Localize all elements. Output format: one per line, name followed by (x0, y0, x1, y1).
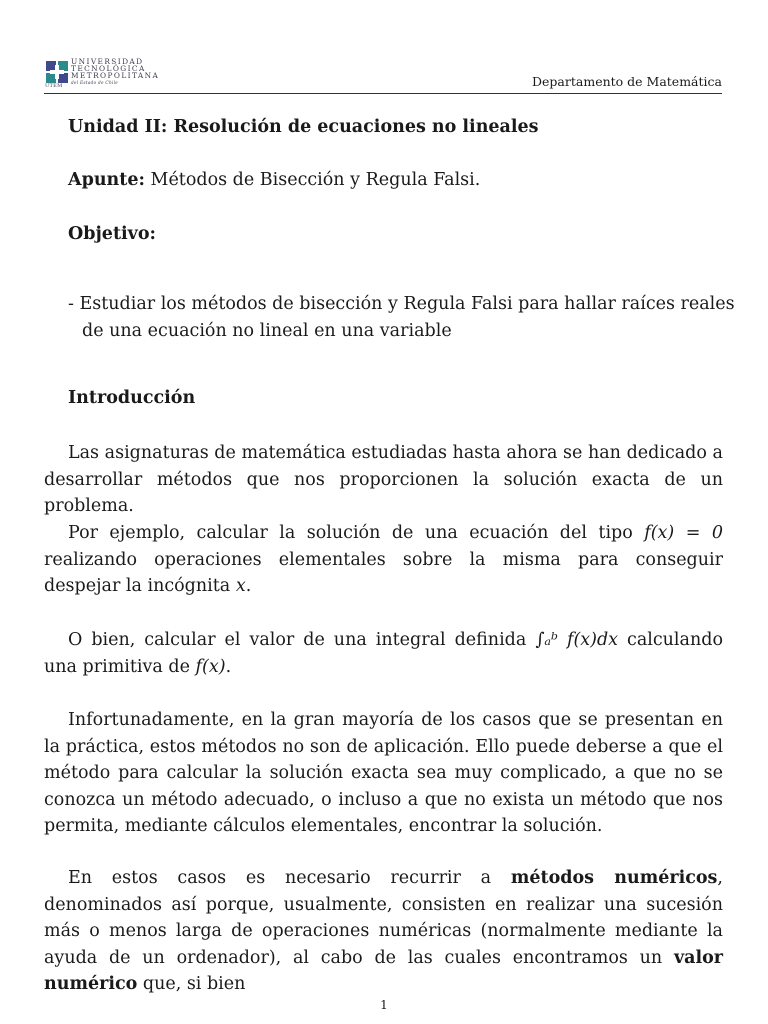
paragraph-1-text: Las asignaturas de matemática estudiadas hasta ahora se han dedicado a desarrollar métodos que nos proporcionen la solución exacta de un problema. (44, 443, 723, 516)
logo-line-4: del Estado de Chile (71, 80, 118, 85)
paragraph-5 (44, 865, 723, 998)
definite-integral: ∫ₐᵇ f(x)dx (535, 630, 619, 650)
logo-line-3: METROPOLITANA (71, 71, 160, 80)
page-number: 1 (380, 998, 388, 1012)
paragraph-3 (44, 627, 723, 680)
paragraph-2-text-a: Por ejemplo, calcular la solución de una ecuación del tipo (68, 523, 633, 543)
equation-fx-equals-zero: f(x) = 0 (644, 523, 723, 543)
university-logo (44, 58, 160, 92)
paragraph-5-text-b: , denominados así porque, usualmente, consisten en realizar una sucesión más o menos larga de operaciones numéricas (normalmente mediante la ayuda de un ordenador), al cabo de las cuales encontramos un (44, 868, 723, 968)
paragraph-2-end: . (245, 576, 252, 596)
objetivo-item-line-1: - Estudiar los métodos de bisección y Regula Falsi para hallar raíces reales (68, 294, 735, 314)
department-name: Departamento de Matemática (532, 74, 722, 89)
term-valor-numerico: valor numérico (44, 947, 723, 994)
paragraph-4 (44, 707, 723, 840)
paragraph-3-end: . (225, 656, 232, 677)
intro-heading: Introducción (68, 388, 196, 408)
paragraph-4-text: Infortunadamente, en la gran mayoría de los casos que se presentan en la práctica, estos métodos no son de aplicación. Ello puede deberse a que el método para calcular la solución exacta sea muy complicado, a que no se conozca un método adecuado, o incluso a que no exista un método que nos permita, mediante cálculos elementales, encontrar la solución. (44, 710, 723, 836)
paragraph-2-text-b: realizando operaciones elementales sobre la misma para conseguir despejar la incógnita (44, 549, 723, 596)
unit-title: Unidad II: Resolución de ecuaciones no lineales (68, 117, 539, 137)
paragraph-1 (44, 440, 723, 520)
paragraph-5-text-c: que, si bien (142, 974, 246, 994)
paragraph-3-text-b: calculando una primitiva de (44, 630, 723, 677)
function-fx: f(x) (195, 656, 226, 677)
apunte-line (68, 170, 480, 190)
variable-x: x (235, 576, 246, 596)
logo-line-1: UNIVERSIDAD (71, 57, 144, 66)
utem-shield-icon (45, 60, 69, 84)
objetivo-item (68, 291, 735, 345)
term-metodos-numericos: métodos numéricos (510, 868, 718, 888)
objetivo-label: Objetivo: (68, 224, 156, 244)
logo-short-name: UTEM (45, 83, 63, 89)
apunte-label: Apunte: (68, 170, 145, 190)
header-rule (44, 93, 722, 94)
apunte-text: Métodos de Bisección y Regula Falsi. (150, 170, 481, 190)
paragraph-5-text-a: En estos casos es necesario recurrir a (68, 868, 492, 888)
paragraph-3-text-a: O bien, calcular el valor de una integral definida (68, 630, 527, 650)
objetivo-item-line-2: de una ecuación no lineal en una variable (82, 321, 452, 341)
paragraph-2 (44, 520, 723, 600)
logo-line-2: TECNOLÓGICA (71, 64, 146, 73)
